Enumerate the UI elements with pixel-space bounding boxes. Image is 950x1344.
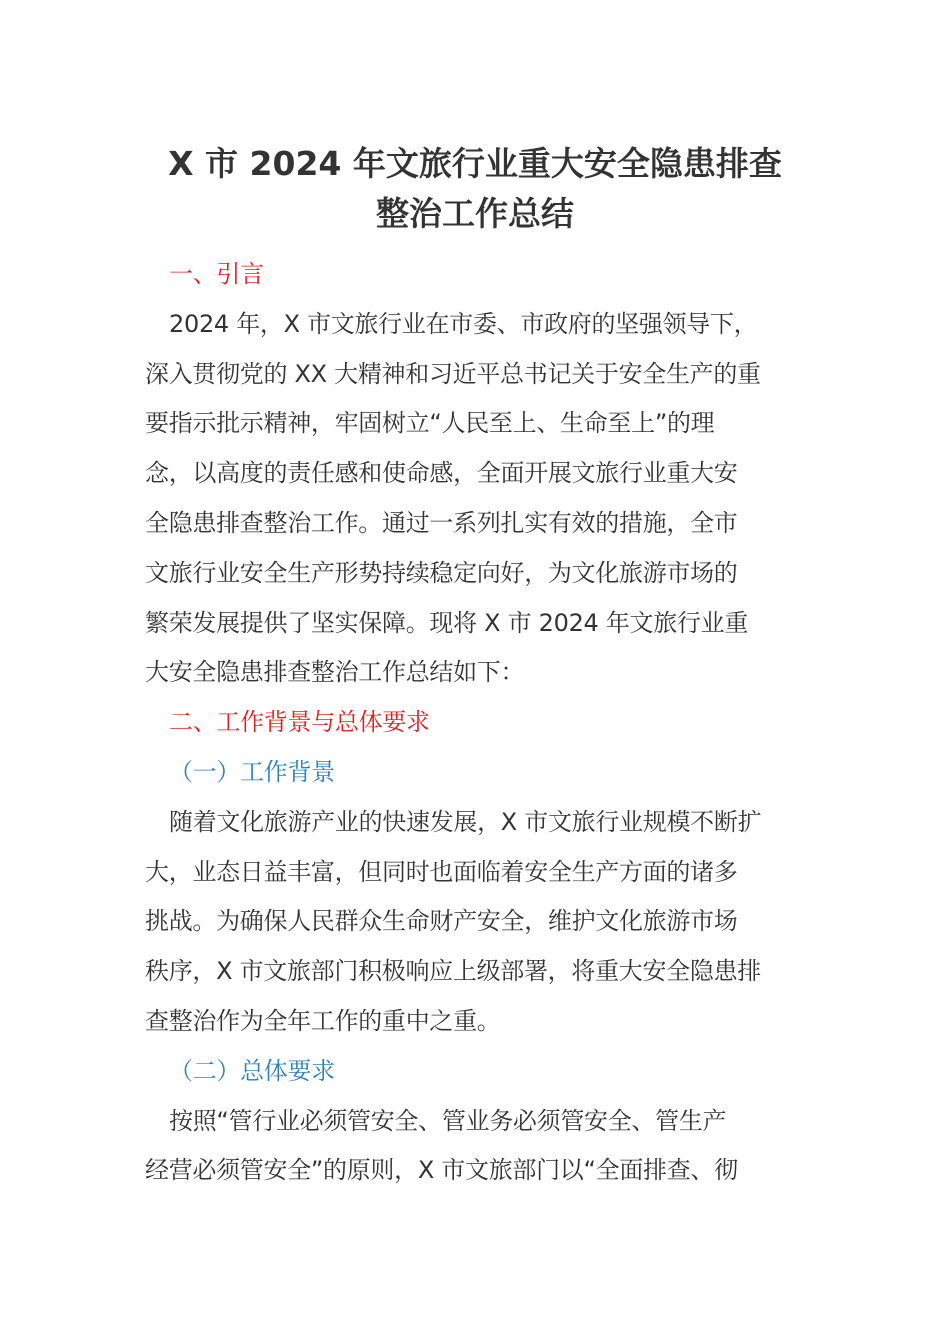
- paragraph-line: 文旅行业安全生产形势持续稳定向好，为文化旅游市场的: [145, 558, 738, 587]
- paragraph-line: 2024 年，X 市文旅行业在市委、市政府的坚强领导下，: [169, 309, 758, 338]
- paragraph-line: 随着文化旅游产业的快速发展，X 市文旅行业规模不断扩: [169, 807, 762, 836]
- paragraph-line: 繁荣发展提供了坚实保障。现将 X 市 2024 年文旅行业重: [145, 608, 749, 637]
- document-title-line-2: 整治工作总结: [376, 194, 574, 233]
- subsection-heading-requirements: （二）总体要求: [169, 1056, 335, 1085]
- subsection-heading-background: （一）工作背景: [169, 757, 335, 786]
- document-title-line-1: X 市 2024 年文旅行业重大安全隐患排查: [168, 144, 782, 183]
- paragraph-line: 按照“管行业必须管安全、管业务必须管安全、管生产: [169, 1106, 727, 1135]
- paragraph-line: 大安全隐患排查整治工作总结如下：: [145, 658, 525, 687]
- paragraph-line: 查整治作为全年工作的重中之重。: [145, 1006, 501, 1035]
- paragraph-line: 念，以高度的责任感和使命感，全面开展文旅行业重大安: [145, 459, 738, 488]
- paragraph-line: 全隐患排查整治工作。通过一系列扎实有效的措施，全市: [145, 508, 738, 537]
- paragraph-line: 经营必须管安全”的原则，X 市文旅部门以“全面排查、彻: [145, 1156, 738, 1185]
- section-heading-intro: 一、引言: [169, 260, 264, 288]
- paragraph-line: 秩序，X 市文旅部门积极响应上级部署，将重大安全隐患排: [145, 957, 761, 986]
- section-heading-background: 二、工作背景与总体要求: [169, 708, 430, 737]
- paragraph-line: 深入贯彻党的 XX 大精神和习近平总书记关于安全生产的重: [145, 359, 761, 388]
- paragraph-line: 要指示批示精神，牢固树立“人民至上、生命至上”的理: [145, 409, 715, 438]
- paragraph-line: 挑战。为确保人民群众生命财产安全，维护文化旅游市场: [145, 907, 738, 936]
- paragraph-line: 大，业态日益丰富，但同时也面临着安全生产方面的诸多: [145, 857, 738, 886]
- document-body: [145, 250, 810, 1196]
